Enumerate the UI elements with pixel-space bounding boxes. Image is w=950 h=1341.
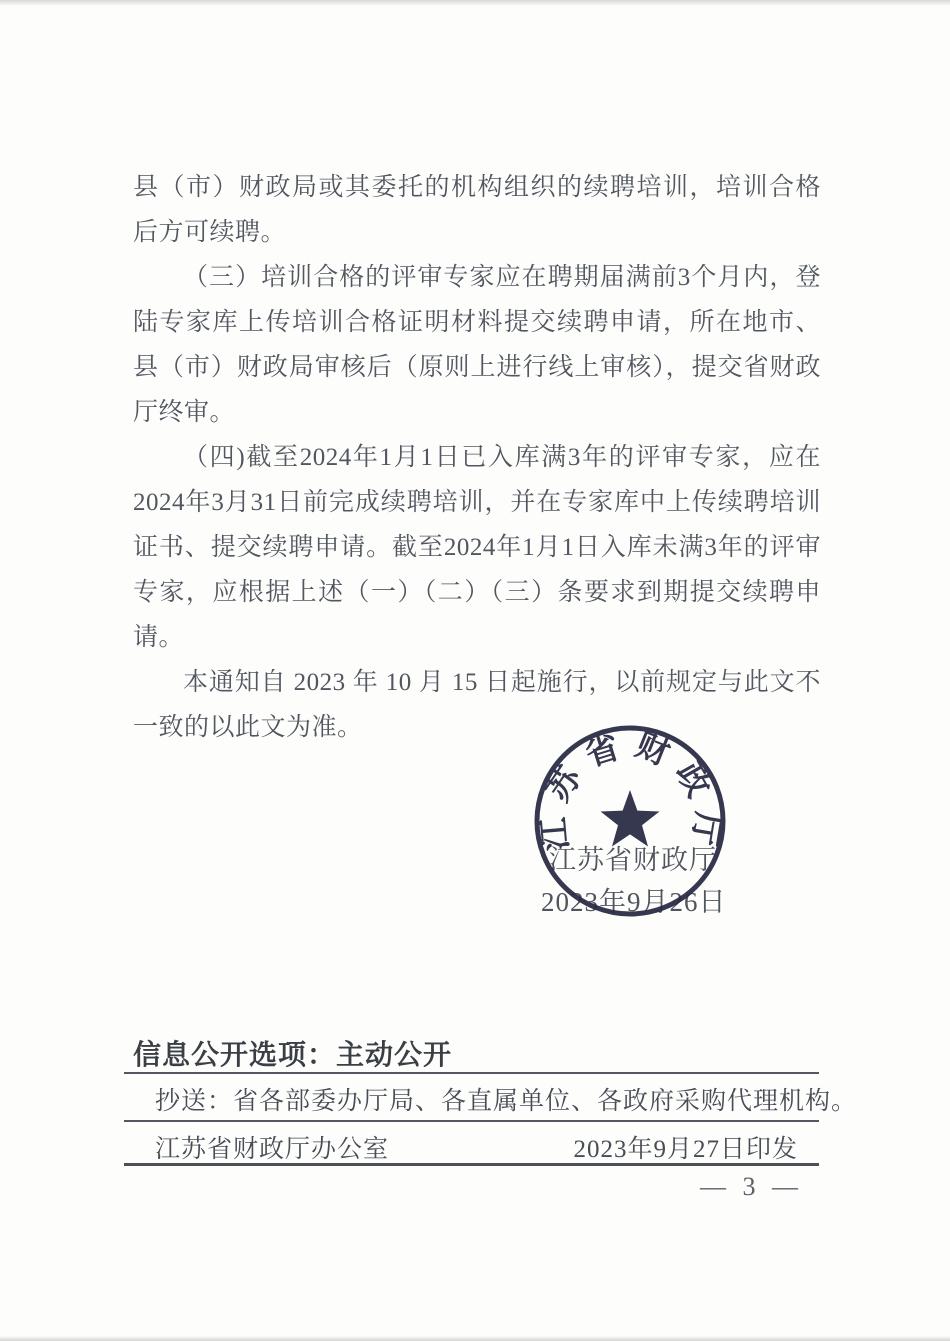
body-paragraph-effective-date: 本通知自 2023 年 10 月 15 日起施行，以前规定与此文不一致的以此文为准。	[133, 669, 821, 741]
footer-rule-bottom	[124, 1163, 819, 1166]
seal-arc-text: 江苏省财政厅	[535, 726, 726, 859]
svg-text:江苏省财政厅	[535, 726, 726, 860]
body-paragraph-item4: （四)截至2024年1月1日已入库满3年的评审专家，应在2024年3月31日前完成续聘培训，并在专家库中上传续聘培训证书、提交续聘申请。截至2024年1月1日入库未满3年的评审专家，应根据上述（一）（二）（三）条要求到期提交续聘申请。	[133, 444, 821, 651]
disclosure-option-label: 信息公开选项：主动公开	[133, 1039, 453, 1070]
issuing-office: 江苏省财政厅办公室	[155, 1136, 390, 1163]
scan-edge-top	[0, 0, 950, 6]
footer-rule-middle	[124, 1120, 819, 1122]
footer-rule-top	[124, 1072, 819, 1074]
signature-date: 2023年9月26日	[541, 887, 727, 917]
cc-recipients: 抄送：省各部委办厅局、各直属单位、各政府采购代理机构。	[155, 1088, 858, 1115]
issuer-row	[155, 1129, 798, 1165]
signature-org: 江苏省财政厅	[549, 845, 717, 875]
print-date: 2023年9月27日印发	[573, 1136, 798, 1163]
scan-edge-bottom	[0, 1336, 950, 1341]
page-number: — 3 —	[700, 1172, 803, 1201]
body-paragraph-continuation: 县（市）财政局或其委托的机构组织的续聘培训，培训合格后方可续聘。	[133, 174, 821, 246]
document-body	[133, 165, 821, 750]
body-paragraph-item3: （三）培训合格的评审专家应在聘期届满前3个月内，登陆专家库上传培训合格证明材料提交续聘申请，所在地市、县（市）财政局审核后（原则上进行线上审核），提交省财政厅终审。	[133, 264, 821, 426]
official-seal	[517, 700, 743, 942]
star-icon	[601, 790, 660, 847]
